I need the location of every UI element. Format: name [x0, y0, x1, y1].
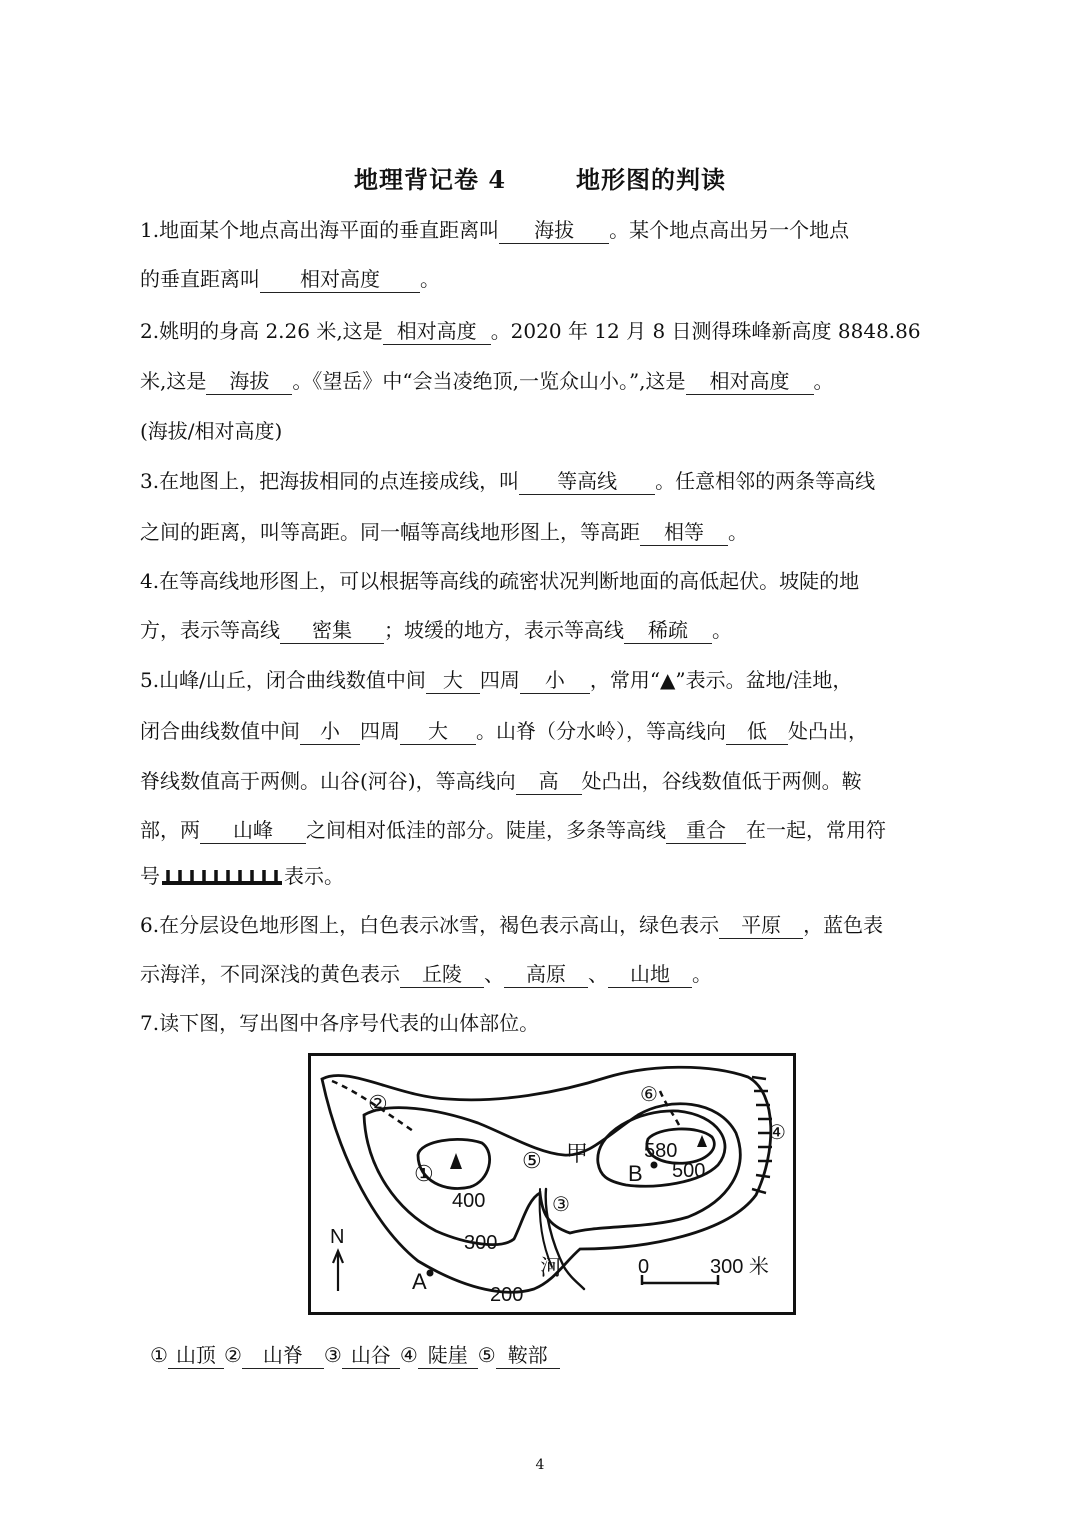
answer-blank: 山顶 [168, 1342, 224, 1369]
contour-label-300: 300 [464, 1232, 498, 1254]
q2-line1: 2.姚明的身高 2.26 米,这是 相对高度 。2020 年 12 月 8 日测得珠峰新高度 8848.86 [140, 319, 921, 343]
q6-line2: 示海洋，不同深浅的黄色表示 丘陵 、 高原 、 山地 。 [140, 962, 712, 986]
label-point-b: B [628, 1161, 643, 1186]
cliff-symbol-icon [160, 867, 284, 889]
q1-line2: 的垂直距离叫 相对高度 。 [140, 267, 440, 291]
q5-line1: 5.山峰/山丘，闭合曲线数值中间 大 四周 小 ，常用“▲”表示。盆地/洼地， [140, 668, 853, 692]
answer-blank: 山谷 [342, 1342, 400, 1369]
answer-blank: 高原 [504, 961, 588, 988]
q5-line4: 部，两 山峰 之间相对低洼的部分。陡崖，多条等高线 重合 在一起，常用符 [140, 818, 886, 842]
answer-blank: 相对高度 [686, 368, 814, 395]
q3-line2: 之间的距离，叫等高距。同一幅等高线地形图上，等高距 相等 。 [140, 520, 748, 544]
contour-label-580: 580 [644, 1140, 678, 1162]
label-6: ⑥ [640, 1084, 658, 1106]
label-point-a: A [412, 1269, 427, 1294]
answer-blank: 小 [300, 718, 360, 745]
answer-blank: 海拔 [206, 368, 292, 395]
answer-blank: 高 [516, 768, 582, 795]
q3-line1: 3.在地图上，把海拔相同的点连接成线，叫 等高线 。任意相邻的两条等高线 [140, 469, 876, 493]
q7-line1: 7.读下图，写出图中各序号代表的山体部位。 [140, 1011, 540, 1035]
page-number: 4 [535, 1457, 545, 1473]
answer-blank: 大 [426, 667, 480, 694]
figure-answers: ① 山顶 ② 山脊 ③ 山谷 ④ 陡崖 ⑤ 鞍部 [150, 1342, 560, 1369]
answer-blank: 相等 [640, 519, 728, 546]
label-4: ④ [768, 1122, 786, 1144]
contour-label-500: 500 [672, 1160, 706, 1182]
contour-label-200: 200 [490, 1284, 524, 1306]
scale-zero: 0 [638, 1256, 650, 1278]
label-2: ② [368, 1091, 388, 1116]
answer-blank: 陡崖 [418, 1342, 478, 1369]
answer-blank: 平原 [719, 912, 803, 939]
q5-line5: 号 表示。 [140, 864, 344, 888]
q2-line2: 米,这是 海拔 。《望岳》中“会当凌绝顶,一览众山小。”,这是 相对高度 。 [140, 369, 834, 393]
title-part1: 地理背记卷 4 [353, 165, 507, 194]
q5-line3: 脊线数值高于两侧。山谷(河谷)，等高线向 高 处凸出，谷线数值低于两侧。鞍 [140, 769, 862, 793]
answer-blank: 小 [520, 667, 590, 694]
answer-blank: 低 [726, 718, 788, 745]
answer-blank: 海拔 [499, 217, 609, 244]
q2-line3: (海拔/相对高度) [140, 419, 283, 443]
q1-line1: 1.地面某个地点高出海平面的垂直距离叫 海拔 。某个地点高出另一个地点 [140, 218, 850, 242]
answer-blank: 密集 [280, 617, 384, 644]
answer-blank: 山峰 [200, 817, 306, 844]
contour-map-figure [308, 1053, 796, 1315]
q4-line2: 方，表示等高线 密集 ；坡缓的地方，表示等高线 稀疏 。 [140, 618, 732, 642]
q5-line2: 闭合曲线数值中间 小 四周 大 。山脊（分水岭），等高线向 低 处凸出， [140, 719, 868, 743]
scale-300: 300 米 [710, 1256, 769, 1278]
label-jia: 甲 [566, 1142, 589, 1167]
answer-blank: 鞍部 [496, 1342, 560, 1369]
contour-label-400: 400 [452, 1190, 486, 1212]
answer-blank: 稀疏 [624, 617, 712, 644]
point-b-dot [651, 1162, 658, 1169]
page-title [0, 160, 1080, 195]
point-a-dot [427, 1270, 434, 1277]
answer-blank: 山地 [608, 961, 692, 988]
answer-blank: 山脊 [242, 1342, 324, 1369]
answer-blank: 大 [400, 718, 476, 745]
label-5: ⑤ [522, 1148, 542, 1173]
answer-blank: 等高线 [519, 468, 655, 495]
answer-blank: 相对高度 [260, 266, 420, 293]
q4-line1: 4.在等高线地形图上，可以根据等高线的疏密状况判断地面的高低起伏。坡陡的地 [140, 569, 860, 593]
label-3: ③ [552, 1194, 570, 1216]
answer-blank: 相对高度 [383, 318, 491, 345]
answer-blank: 丘陵 [400, 961, 484, 988]
q6-line1: 6.在分层设色地形图上，白色表示冰雪，褐色表示高山，绿色表示 平原 ，蓝色表 [140, 913, 884, 937]
title-part2: 地形图的判读 [576, 165, 727, 194]
north-label: N [330, 1226, 345, 1248]
label-1: ① [414, 1161, 434, 1186]
label-river: 河 [540, 1256, 563, 1281]
answer-blank: 重合 [666, 817, 746, 844]
